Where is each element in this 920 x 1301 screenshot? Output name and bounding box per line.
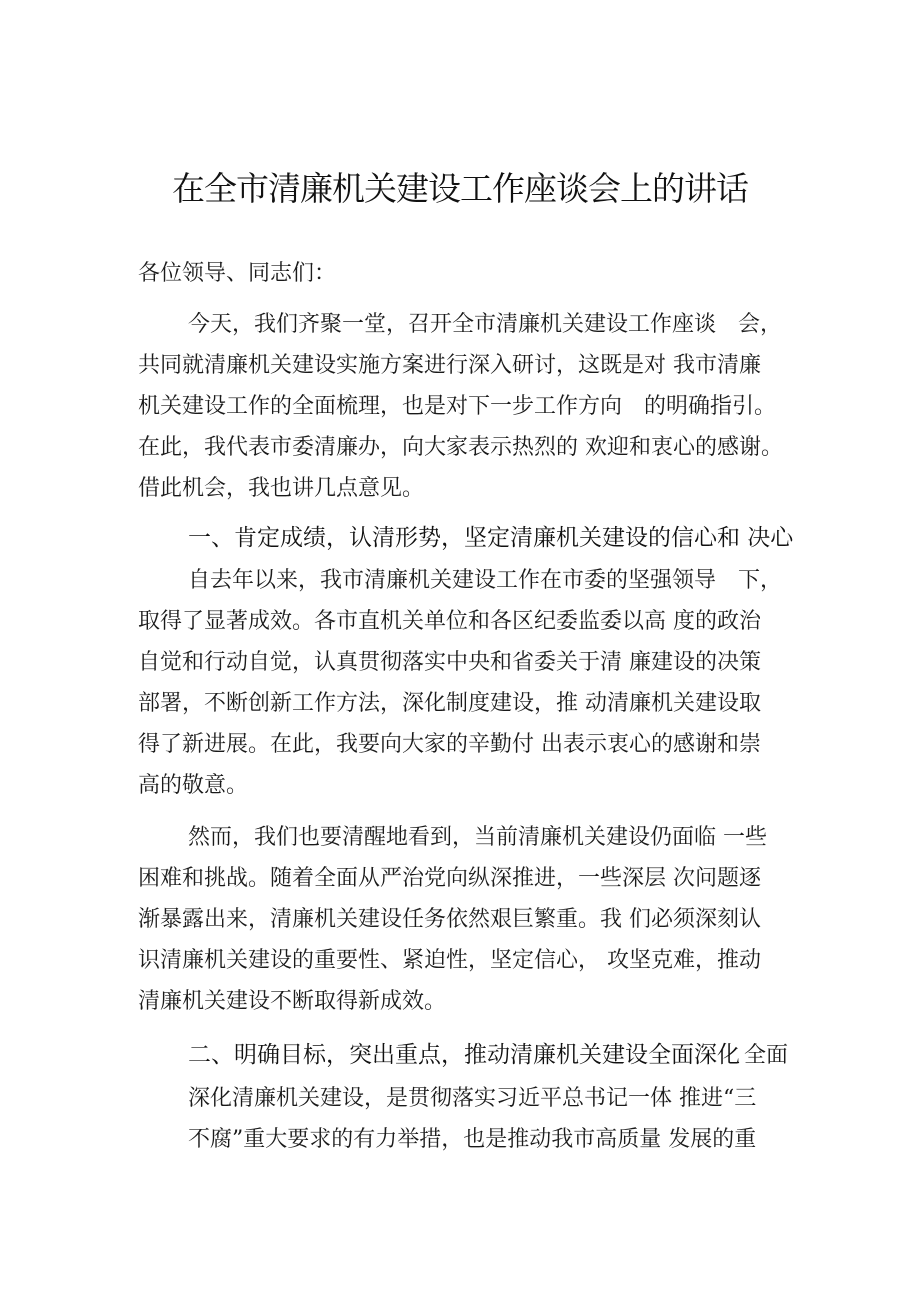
paragraph-line: 自觉和行动自觉，认真贯彻落实中央和省委关于清 廉建设的决策	[138, 650, 761, 675]
paragraph-line: 识清廉机关建设的重要性、紧迫性，坚定信心， 攻坚克难，推动	[138, 948, 761, 973]
salutation: 各位领导、同志们：	[138, 261, 337, 286]
paragraph-line: 清廉机关建设不断取得新成效。	[138, 989, 447, 1014]
paragraph-line: 高的敬意。	[138, 773, 249, 798]
paragraph-line: 机关建设工作的全面梳理，也是对下一步工作方向 的明确指引。	[138, 394, 777, 419]
paragraph-line: 借此机会，我也讲几点意见。	[138, 476, 425, 501]
paragraph-line: 全面	[744, 1043, 789, 1068]
document-title: 在全市清廉机关建设工作座谈会上的讲话	[172, 169, 748, 208]
paragraph-line: 部署，不断创新工作方法，深化制度建设，推 动清廉机关建设取	[138, 691, 761, 716]
paragraph-line: 渐暴露出来，清廉机关建设任务依然艰巨繁重。我 们必须深刻认	[138, 907, 761, 932]
paragraph-line: 自去年以来，我市清廉机关建设工作在市委的坚强领导 下，	[188, 568, 783, 593]
paragraph-line: 取得了显著成效。各市直机关单位和各区纪委监委以高 度的政治	[138, 609, 761, 634]
paragraph-line: 共同就清廉机关建设实施方案进行深入研讨，这既是对 我市清廉	[138, 353, 761, 378]
section-heading-1: 一、肯定成绩，认清形势，坚定清廉机关建设的信心和 决心	[188, 525, 794, 551]
paragraph-line: 今天，我们齐聚一堂，召开全市清廉机关建设工作座谈 会，	[188, 312, 783, 337]
paragraph-line: 在此，我代表市委清廉办，向大家表示热烈的 欢迎和衷心的感谢。	[138, 435, 783, 460]
paragraph-line: 深化清廉机关建设，是贯彻落实习近平总书记一体 推进“三	[188, 1086, 757, 1111]
paragraph-line: 困难和挑战。随着全面从严治党向纵深推进，一些深层 次问题逐	[138, 866, 761, 891]
paragraph-line: 然而，我们也要清醒地看到，当前清廉机关建设仍面临 一些	[188, 825, 767, 850]
paragraph-line: 不腐”重大要求的有力举措，也是推动我市高质量 发展的重	[188, 1127, 757, 1152]
paragraph-line: 得了新进展。在此，我要向大家的辛勤付 出表示衷心的感谢和崇	[138, 732, 761, 757]
section-heading-2: 二、明确目标，突出重点，推动清廉机关建设全面深化	[188, 1042, 740, 1068]
